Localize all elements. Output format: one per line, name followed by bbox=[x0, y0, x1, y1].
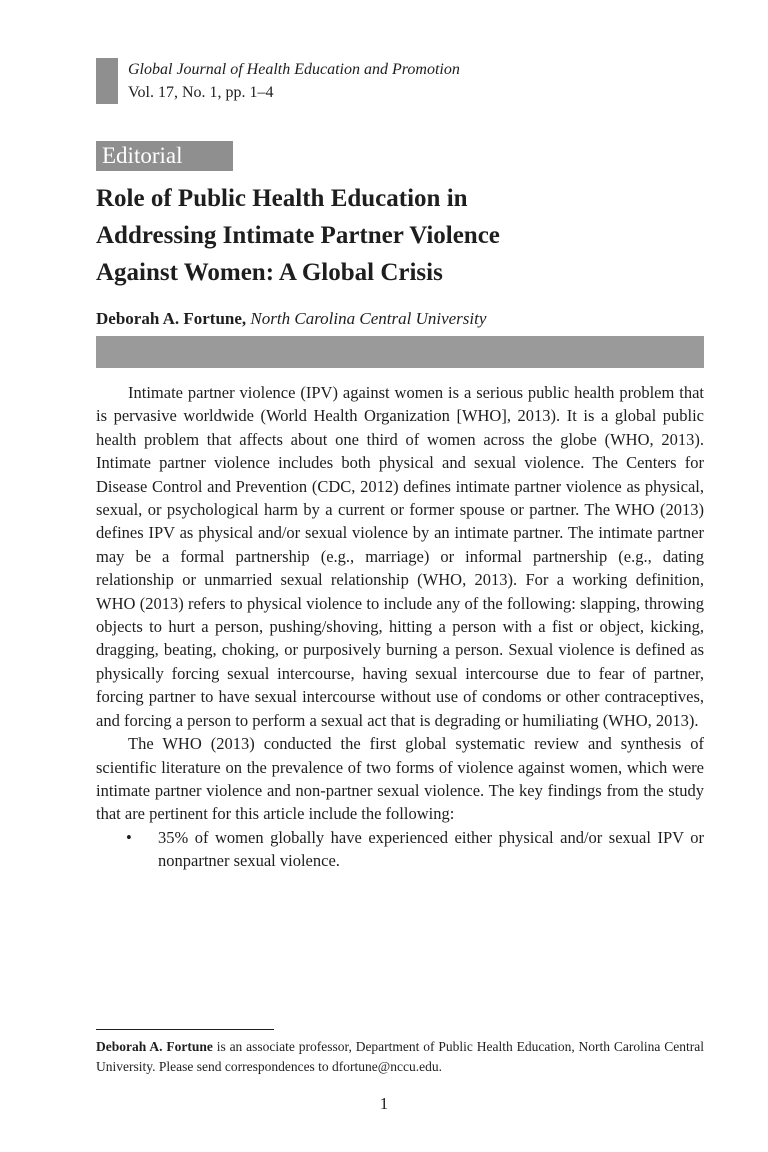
section-label: Editorial bbox=[96, 141, 233, 171]
bullet-icon: • bbox=[126, 827, 132, 847]
footnote-divider bbox=[96, 1029, 274, 1030]
list-item-text: 35% of women globally have experienced either physical and/or sexual IPV or nonpartner sexual violence. bbox=[158, 827, 704, 871]
list-item bbox=[96, 826, 704, 873]
page-number: 1 bbox=[379, 1094, 389, 1113]
journal-name: Global Journal of Health Education and Promotion bbox=[128, 61, 460, 78]
title-line: Role of Public Health Education in bbox=[96, 185, 468, 212]
body-paragraph: Intimate partner violence (IPV) against women is a serious public health problem that is pervasive worldwide (World Health Organization [WHO], 2013). It is a global public health problem that affects about one third of women across the globe (WHO, 2013). Intimate partner violence includes both physical and sexual violence. The Centers for Disease Control and Prevention (CDC, 2012) defines intimate partner violence as physical, sexual, or psychological harm by a current or former spouse or partner. The WHO (2013) defines IPV as physical and/or sexual violence by an intimate partner. The intimate partner may be a formal partnership (e.g., marriage) or informal partnership (e.g., dating relationship or unmarried sexual relationship (WHO, 2013). For a working definition, WHO (2013) refers to physical violence to include any of the following: slapping, throwing objects to hurt a person, pushing/shoving, hitting a person with a fist or object, kicking, dragging, beating, choking, or purposively burning a person. Sexual violence is defined as physically forcing sexual intercourse, having sexual intercourse due to fear of partner, forcing partner to have sexual intercourse without use of condoms or other contraceptives, and forcing a person to perform a sexual act that is degrading or humiliating (WHO, 2013). bbox=[96, 383, 704, 730]
body-paragraph: The WHO (2013) conducted the first global systematic review and synthesis of scientific literature on the prevalence of two forms of violence against women, which were intimate partner violence and non-partner sexual violence. The key findings from the study that are pertinent for this article include the following: bbox=[96, 734, 704, 824]
journal-header-bar bbox=[96, 58, 118, 104]
author-affiliation: North Carolina Central University bbox=[250, 309, 487, 328]
author-name: Deborah A. Fortune, bbox=[96, 309, 247, 328]
title-line: Against Women: A Global Crisis bbox=[96, 259, 443, 286]
article-body bbox=[96, 381, 704, 873]
journal-volume: Vol. 17, No. 1, pp. 1–4 bbox=[128, 84, 274, 101]
author-byline bbox=[96, 307, 486, 331]
findings-list bbox=[96, 826, 704, 873]
footnote-author-name: Deborah A. Fortune bbox=[96, 1039, 213, 1054]
author-footnote bbox=[96, 1037, 704, 1077]
article-title bbox=[96, 180, 716, 291]
footnote-text: is an associate professor, Department of Public Health Education, North Carolina Central University. Please send correspondences to dfortune@nccu.edu. bbox=[96, 1039, 704, 1074]
title-line: Addressing Intimate Partner Violence bbox=[96, 222, 500, 249]
title-divider-bar bbox=[96, 336, 704, 368]
